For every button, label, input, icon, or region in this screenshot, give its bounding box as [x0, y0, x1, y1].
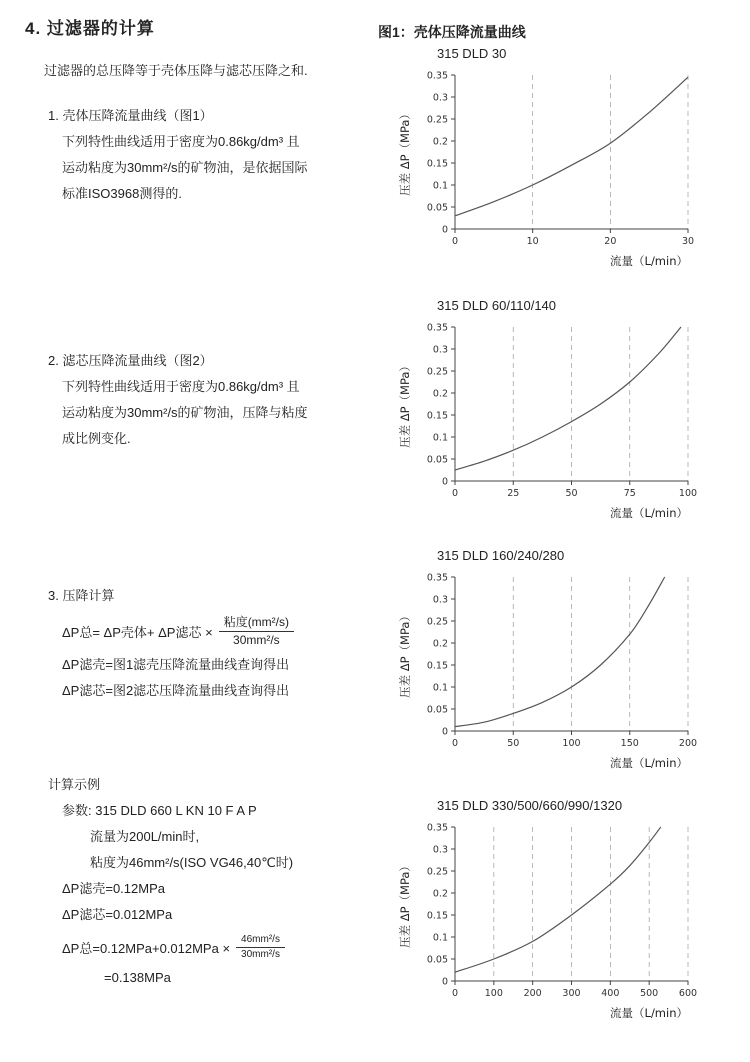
chart-canvas [395, 63, 715, 276]
curve-line [455, 327, 681, 470]
paragraph-line: ΔP滤芯=图2滤芯压降流量曲线查询得出 [62, 683, 290, 698]
fraction-denominator: 30mm²/s [241, 949, 280, 960]
y-tick-label: 0.3 [432, 92, 448, 104]
y-tick-label: 0.15 [426, 410, 448, 422]
chart-315-dld-30 [395, 46, 715, 276]
chart-canvas [395, 315, 715, 528]
section-pressure-calc [48, 583, 294, 704]
paragraph-line: 下列特性曲线适用于密度为0.86kg/dm³ 且 [62, 134, 300, 149]
section-heading: 3. 压降计算 [48, 588, 115, 603]
curve-line [455, 77, 688, 216]
section-body [62, 129, 308, 207]
y-axis-label: 压差 ΔP（MPa） [398, 108, 412, 196]
fraction-denominator: 30mm²/s [233, 633, 280, 647]
y-axis-label: 压差 ΔP（MPa） [398, 360, 412, 448]
example-heading: 计算示例 [48, 777, 101, 792]
pressure-flow-chart [395, 565, 703, 773]
chart-315-dld-160-240-280 [395, 548, 715, 778]
paragraph-line: 运动粘度为30mm²/s的矿物油，是依据国际 [62, 160, 308, 175]
x-tick-label: 100 [484, 988, 503, 999]
y-tick-label: 0 [441, 976, 448, 988]
x-tick-label: 0 [451, 988, 459, 999]
paragraph-line: 运动粘度为30mm²/s的矿物油，压降与粘度 [62, 405, 308, 420]
y-tick-label: 0.35 [426, 572, 448, 584]
example-body [62, 798, 293, 991]
x-tick-label: 50 [565, 488, 578, 499]
chart-315-dld-60-110-140 [395, 298, 715, 528]
section-body [62, 652, 294, 704]
y-tick-label: 0.25 [426, 114, 448, 126]
paragraph-line: 标准ISO3968测得的. [62, 186, 182, 201]
y-tick-label: 0.3 [432, 594, 448, 606]
example-line: 流量为200L/min时, [90, 829, 200, 844]
y-axis-label: 压差 ΔP（MPa） [398, 610, 412, 698]
chart-title: 315 DLD 160/240/280 [437, 548, 565, 563]
example-result-line: ΔP滤芯=0.012MPa [62, 907, 173, 922]
example-total-formula [62, 934, 293, 961]
y-tick-label: 0.1 [432, 432, 448, 444]
page-title: 4. 过滤器的计算 [25, 19, 155, 38]
chart-canvas [395, 565, 715, 778]
x-tick-label: 30 [681, 236, 695, 247]
section-housing-curve [48, 103, 308, 207]
x-tick-label: 0 [451, 488, 459, 499]
y-tick-label: 0.1 [432, 682, 448, 694]
section-heading: 2. 滤芯压降流量曲线（图2） [48, 353, 213, 368]
x-tick-label: 200 [523, 988, 542, 999]
x-tick-label: 0 [451, 738, 459, 749]
y-tick-label: 0.3 [432, 844, 448, 856]
x-tick-label: 75 [623, 488, 636, 499]
example-result-line: ΔP滤壳=0.12MPa [62, 881, 165, 896]
y-tick-label: 0.05 [426, 704, 448, 716]
x-axis-label: 流量（L/min） [610, 1006, 688, 1020]
x-tick-label: 25 [507, 488, 520, 499]
fraction-numerator: 粘度(mm²/s) [219, 615, 294, 632]
section-heading: 1. 壳体压降流量曲线（图1） [48, 108, 213, 123]
y-tick-label: 0 [441, 224, 448, 236]
pressure-flow-chart [395, 815, 703, 1023]
y-tick-label: 0.25 [426, 866, 448, 878]
curve-line [455, 827, 661, 972]
y-tick-label: 0.35 [426, 322, 448, 334]
y-tick-label: 0.15 [426, 910, 448, 922]
curve-line [455, 577, 665, 727]
y-tick-label: 0 [441, 476, 448, 488]
x-tick-label: 100 [678, 488, 698, 499]
x-tick-label: 200 [678, 738, 698, 749]
x-axis-label: 流量（L/min） [610, 756, 688, 770]
chart-title: 315 DLD 330/500/660/990/1320 [437, 798, 623, 813]
y-tick-label: 0.05 [426, 202, 448, 214]
y-tick-label: 0.05 [426, 954, 448, 966]
y-tick-label: 0 [441, 726, 448, 738]
y-tick-label: 0.25 [426, 366, 448, 378]
figure-header: 图1：壳体压降流量曲线 [378, 24, 526, 40]
x-tick-label: 100 [562, 738, 581, 749]
formula-prefix: ΔP总=0.12MPa+0.012MPa × [62, 941, 231, 956]
section-example [48, 772, 293, 991]
x-tick-label: 600 [678, 988, 698, 999]
y-tick-label: 0.1 [432, 180, 448, 192]
paragraph-line: 下列特性曲线适用于密度为0.86kg/dm³ 且 [62, 379, 300, 394]
y-tick-label: 0.2 [432, 638, 448, 650]
total-pressure-formula [62, 615, 294, 648]
pressure-flow-chart [395, 315, 703, 523]
pressure-flow-chart [395, 63, 703, 271]
y-tick-label: 0.15 [426, 158, 448, 170]
y-tick-label: 0.25 [426, 616, 448, 628]
x-tick-label: 400 [601, 988, 620, 999]
viscosity-fraction [236, 934, 285, 961]
chart-title: 315 DLD 30 [437, 46, 507, 61]
x-tick-label: 10 [526, 236, 539, 247]
chart-canvas [395, 815, 715, 1028]
y-tick-label: 0.15 [426, 660, 448, 672]
viscosity-fraction [219, 615, 294, 648]
y-tick-label: 0.2 [432, 136, 448, 148]
fraction-numerator: 46mm²/s [236, 934, 285, 948]
y-axis-label: 压差 ΔP（MPa） [398, 860, 412, 948]
y-tick-label: 0.1 [432, 932, 448, 944]
x-tick-label: 300 [562, 988, 581, 999]
y-tick-label: 0.35 [426, 822, 448, 834]
example-params: 参数: 315 DLD 660 L KN 10 F A P [62, 803, 257, 818]
paragraph-line: 成比例变化. [62, 431, 131, 446]
y-tick-label: 0.3 [432, 344, 448, 356]
formula-prefix: ΔP总= ΔP壳体+ ΔP滤芯 × [62, 625, 213, 640]
intro-paragraph: 过滤器的总压降等于壳体压降与滤芯压降之和. [44, 63, 308, 78]
x-tick-label: 20 [604, 236, 617, 247]
y-tick-label: 0.2 [432, 388, 448, 400]
chart-title: 315 DLD 60/110/140 [437, 298, 557, 313]
x-axis-label: 流量（L/min） [610, 254, 688, 268]
x-tick-label: 50 [507, 738, 520, 749]
x-axis-label: 流量（L/min） [610, 506, 688, 520]
section-element-curve [48, 348, 308, 452]
chart-315-dld-330-1320 [395, 798, 715, 1028]
y-tick-label: 0.05 [426, 454, 448, 466]
example-line: 粘度为46mm²/s(ISO VG46,40℃时) [90, 855, 294, 870]
x-tick-label: 150 [620, 738, 639, 749]
x-tick-label: 500 [640, 988, 659, 999]
example-total-result: =0.138MPa [104, 970, 171, 985]
paragraph-line: ΔP滤壳=图1滤壳压降流量曲线查询得出 [62, 657, 290, 672]
y-tick-label: 0.35 [426, 70, 448, 82]
section-body [62, 374, 308, 452]
y-tick-label: 0.2 [432, 888, 448, 900]
x-tick-label: 0 [451, 236, 459, 247]
